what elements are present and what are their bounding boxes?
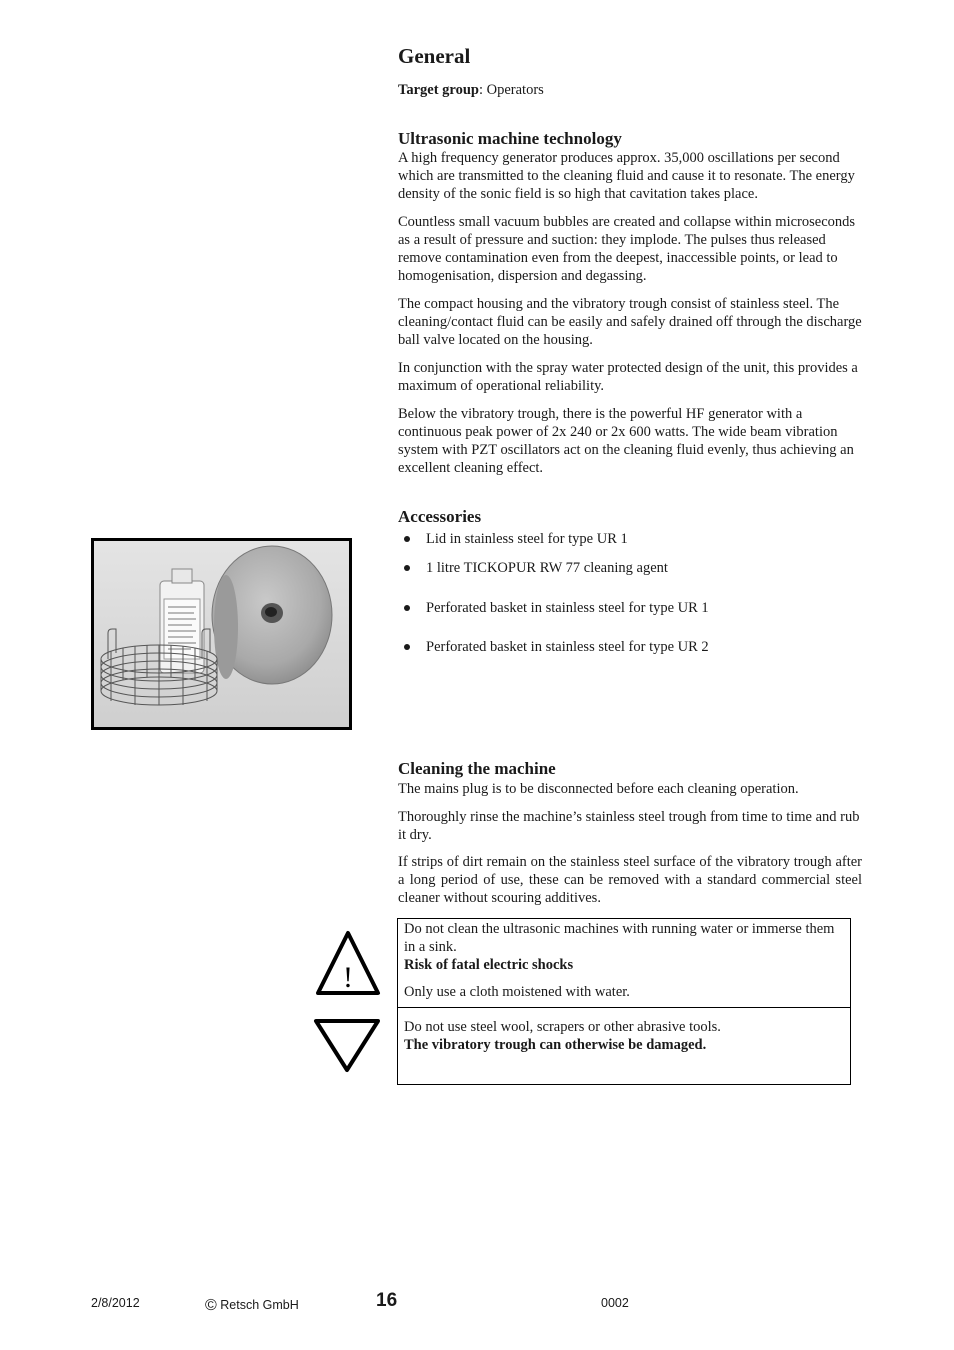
bullet-icon	[404, 565, 410, 571]
ultrasonic-section	[398, 129, 860, 149]
target-group-value: : Operators	[478, 82, 544, 98]
accessories-photo-illustration	[94, 541, 349, 727]
target-group	[398, 81, 544, 99]
warning-box-abrasive	[397, 1007, 851, 1085]
ultrasonic-paragraph-3: The compact housing and the vibratory trough consist of stainless steel. The cleaning/contact fluid can be easily and safely drained off through the discharge ball valve located on the housing.	[398, 296, 862, 348]
cleaning-section	[398, 759, 860, 779]
cleaning-paragraph-2: Thoroughly rinse the machine’s stainless steel trough from time to time and rub it dry.	[398, 809, 860, 843]
bullet-icon	[404, 536, 410, 542]
page-title: General	[398, 44, 471, 68]
warning-box-electric	[397, 918, 851, 1008]
accessory-item: Perforated basket in stainless steel for type UR 1	[404, 599, 709, 617]
ultrasonic-paragraph-1: A high frequency generator produces approx. 35,000 oscillations per second which are transmitted to the cleaning fluid and cause it to resonate. The energy density of the sonic field is so high that cavitation takes place.	[398, 150, 855, 202]
ultrasonic-paragraph-5: Below the vibratory trough, there is the powerful HF generator with a continuous peak power of 2x 240 or 2x 600 watts. The wide beam vibration system with PZT oscillators act on the cleaning fluid evenly, thus achieving an excellent cleaning effect.	[398, 406, 854, 476]
caution-triangle-icon	[313, 1018, 381, 1074]
accessories-section	[398, 507, 860, 527]
copyright-icon: ©	[205, 1297, 217, 1314]
warning-emphasis: The vibratory trough can otherwise be damaged.	[404, 1037, 707, 1053]
target-group-label: Target group	[398, 82, 479, 98]
bullet-icon	[404, 644, 410, 650]
ultrasonic-paragraph-2: Countless small vacuum bubbles are created and collapse within microseconds as a result of pressure and suction: they implode. The pulses thus released remove contamination even from the deepest, inaccessible points, or lead to homogenisation, dispersion and degassing.	[398, 214, 856, 284]
cleaning-paragraph-1: The mains plug is to be disconnected before each cleaning operation.	[398, 781, 799, 797]
warning-text: Do not clean the ultrasonic machines with running water or immerse them in a sink.	[404, 921, 835, 955]
footer-code: 0002	[601, 1296, 629, 1310]
bullet-icon	[404, 605, 410, 611]
warning-instruction: Only use a cloth moistened with water.	[404, 984, 630, 1000]
accessories-title: Accessories	[398, 507, 482, 526]
footer-copyright: © Retsch GmbH	[205, 1297, 299, 1314]
warning-emphasis: Risk of fatal electric shocks	[404, 957, 574, 973]
ultrasonic-paragraph-4: In conjunction with the spray water protected design of the unit, this provides a maximum of operational reliability.	[398, 360, 858, 394]
accessory-item: 1 litre TICKOPUR RW 77 cleaning agent	[404, 559, 668, 577]
ultrasonic-title: Ultrasonic machine technology	[398, 129, 622, 148]
cleaning-title: Cleaning the machine	[398, 759, 556, 778]
footer-date: 2/8/2012	[91, 1296, 140, 1310]
page-number: 16	[376, 1290, 398, 1311]
cleaning-paragraph-3: If strips of dirt remain on the stainless steel surface of the vibratory trough after a long period of use, these can be removed with a standard commercial steel cleaner without scouring additives.	[398, 854, 862, 906]
accessory-item: Perforated basket in stainless steel for type UR 2	[404, 638, 709, 656]
warning-triangle-icon	[315, 929, 381, 997]
warning-text: Do not use steel wool, scrapers or other abrasive tools.	[404, 1019, 721, 1035]
svg-text:!: !	[343, 961, 353, 994]
accessory-item: Lid in stainless steel for type UR 1	[404, 530, 628, 548]
accessories-photo	[91, 538, 352, 730]
